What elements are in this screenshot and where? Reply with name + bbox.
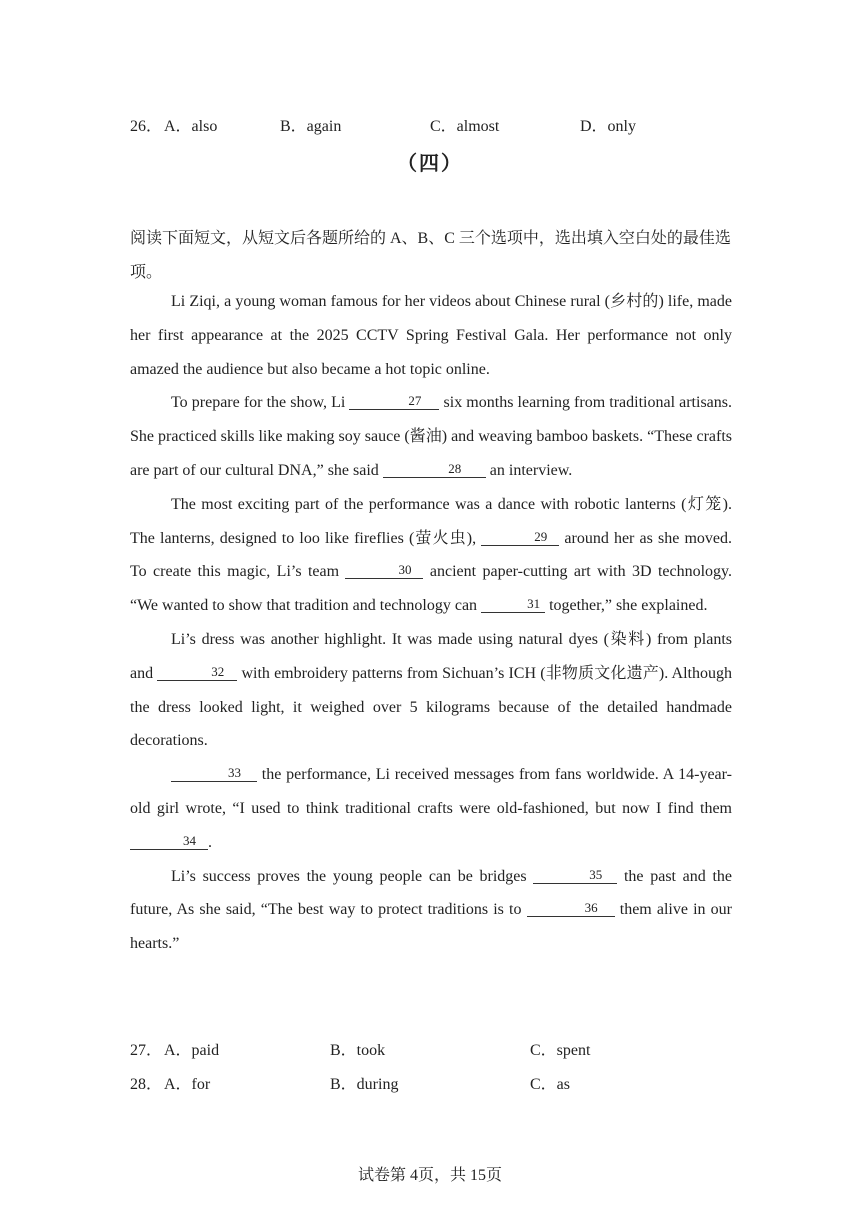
text: Li’s success proves the young people can be bridges [171,867,534,885]
text: Li’s dress was another highlight. It was made using natural dyes (染料) from plants and [130,630,732,682]
question-number: 28． [130,1076,163,1093]
option-b: B．took [330,1042,386,1059]
option-a: A．for [164,1076,211,1093]
blank-36: 36 [527,900,615,917]
blank-32: 32 [157,664,237,681]
text: The most exciting part of the performance was a dance with robotic lanterns (灯笼). The lanterns, designed to loo like fireflies (萤火虫), [130,495,732,547]
option-c: C．almost [430,118,500,135]
option-c: C．as [530,1076,571,1093]
blank-27: 27 [349,393,439,410]
text: the past and the future, As she said, “The best way to protect traditions is to [130,867,733,919]
text: an interview. [485,461,573,479]
blank-29: 29 [481,529,559,546]
blank-31: 31 [481,596,545,613]
paragraph-4 [130,623,732,758]
text: the performance, Li received messages from fans worldwide. A 14-year-old girl wrote, “I used to think traditional crafts were old-fashioned, but now I find them [130,766,732,817]
blank-30: 30 [345,562,423,579]
text: together,” she explained. [545,597,708,615]
section-title: （四） [397,153,463,175]
text: . [208,833,212,851]
question-number: 27． [130,1042,163,1059]
text: ancient paper-cutting art with 3D technology. “We wanted to show that tradition and technology can [130,563,733,615]
blank-34: 34 [130,833,208,850]
text: around her as she moved. To create this magic, Li’s team [130,529,732,581]
paragraph-5 [130,758,732,859]
instructions: 阅读下面短文，从短文后各题所给的 A、B、C 三个选项中，选出填入空白处的最佳选项。 [130,230,731,281]
text: with embroidery patterns from Sichuan’s ICH (非物质文化遗产). Although the dress looked light, it weighed over 5 kilograms because of the detailed handmade decorations. [130,664,732,750]
paragraph-3 [130,488,732,623]
text: To prepare for the show, Li [171,394,350,412]
blank-28: 28 [383,461,486,478]
paragraph-6 [130,860,732,961]
text: them alive in our hearts.” [130,901,733,953]
option-a: A．also [164,118,218,135]
option-a: A．paid [164,1042,220,1059]
blank-35: 35 [533,867,617,884]
text: six months learning from traditional artisans. She practiced skills like making soy sauce (酱油) and weaving bamboo baskets. “These crafts are part of our cultural DNA,” she said [130,394,732,479]
question-number: 26． [130,118,163,135]
option-d: D．only [580,118,637,135]
option-b: B．again [280,118,342,135]
option-c: C．spent [530,1042,591,1059]
paragraph-1: Li Ziqi, a young woman famous for her videos about Chinese rural (乡村的) life, made her first appearance at the 2025 CCTV Spring Festival Gala. Her performance not only amazed the audience but also became a hot topic online. [130,293,732,378]
reading-passage [130,285,732,961]
option-b: B．during [330,1076,399,1093]
page-footer: 试卷第 4页，共 15页 [357,1167,502,1184]
paragraph-2 [130,386,732,487]
blank-33: 33 [171,765,257,782]
